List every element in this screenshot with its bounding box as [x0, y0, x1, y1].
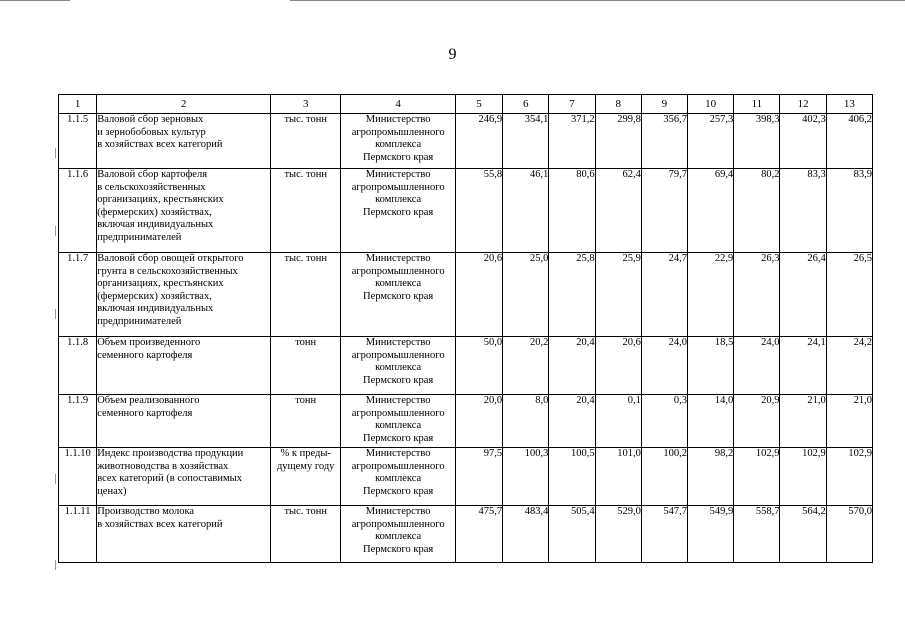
cell-line: дущему году	[276, 460, 335, 472]
cell-line: Пермского края	[363, 543, 434, 555]
cell-line: животноводства в хозяйствах	[97, 460, 229, 472]
unit-of-measure	[271, 395, 341, 448]
cell-line: тонн	[295, 337, 317, 348]
cell-line: агропромышленного	[351, 265, 445, 277]
value-cell: 83,3	[780, 169, 826, 253]
indicator-name	[97, 337, 271, 395]
cell-line: % к преды-	[280, 448, 331, 459]
indicator-name	[97, 253, 271, 337]
table-row	[59, 337, 873, 395]
value-cell: 80,2	[734, 169, 780, 253]
cell-line: тыс. тонн	[284, 169, 327, 180]
cell-line: Министерство	[365, 448, 431, 459]
cell-line: комплекса	[375, 139, 422, 150]
cell-line: предпринимателей	[97, 231, 182, 243]
indicators-table	[58, 94, 873, 563]
value-cell: 22,9	[688, 253, 734, 337]
table-row	[59, 253, 873, 337]
responsible-executor	[341, 448, 456, 506]
value-cell: 25,8	[549, 253, 595, 337]
column-header: 1	[59, 95, 97, 114]
column-header: 6	[503, 95, 549, 114]
column-header: 3	[271, 95, 341, 114]
value-cell: 8,0	[503, 395, 549, 448]
value-cell: 101,0	[595, 448, 641, 506]
cell-line: Валовой сбор картофеля	[97, 169, 208, 180]
value-cell: 20,6	[595, 337, 641, 395]
cell-line: комплекса	[375, 420, 422, 431]
value-cell: 24,2	[826, 337, 872, 395]
unit-of-measure	[271, 253, 341, 337]
value-cell: 549,9	[688, 506, 734, 563]
top-rule-right	[290, 0, 905, 1]
cell-line: комплекса	[375, 278, 422, 289]
cell-line: Пермского края	[363, 206, 434, 218]
value-cell: 100,5	[549, 448, 595, 506]
value-cell: 371,2	[549, 114, 595, 169]
value-cell: 402,3	[780, 114, 826, 169]
unit-of-measure	[271, 448, 341, 506]
value-cell: 564,2	[780, 506, 826, 563]
table-row	[59, 448, 873, 506]
cell-line: предпринимателей	[97, 315, 182, 327]
indicator-code: 1.1.9	[59, 395, 97, 448]
column-header: 11	[734, 95, 780, 114]
cell-line: Производство молока	[97, 506, 195, 517]
cell-line: Министерство	[365, 253, 431, 264]
unit-of-measure	[271, 114, 341, 169]
cell-line: агропромышленного	[351, 460, 445, 472]
indicator-name	[97, 395, 271, 448]
cell-line: Министерство	[365, 506, 431, 517]
value-cell: 547,7	[641, 506, 687, 563]
margin-tick	[55, 148, 56, 158]
table-row	[59, 395, 873, 448]
cell-line: организациях, крестьянских	[97, 194, 224, 205]
cell-line: Объем реализованного	[97, 395, 200, 406]
indicator-code: 1.1.11	[59, 506, 97, 563]
cell-line: включая индивидуальных	[97, 219, 214, 230]
value-cell: 406,2	[826, 114, 872, 169]
cell-line: Министерство	[365, 337, 431, 348]
value-cell: 20,0	[455, 395, 502, 448]
cell-line: и зернобобовых культур	[97, 126, 206, 138]
value-cell: 20,6	[455, 253, 502, 337]
value-cell: 102,9	[734, 448, 780, 506]
value-cell: 21,0	[826, 395, 872, 448]
responsible-executor	[341, 169, 456, 253]
cell-line: комплекса	[375, 473, 422, 484]
value-cell: 46,1	[503, 169, 549, 253]
cell-line: тыс. тонн	[284, 253, 327, 264]
cell-line: семенного картофеля	[97, 349, 193, 361]
value-cell: 62,4	[595, 169, 641, 253]
table-body	[59, 114, 873, 563]
responsible-executor	[341, 337, 456, 395]
value-cell: 20,4	[549, 337, 595, 395]
cell-line: (фермерских) хозяйствах,	[97, 206, 212, 218]
value-cell: 79,7	[641, 169, 687, 253]
value-cell: 20,4	[549, 395, 595, 448]
margin-tick	[55, 560, 56, 570]
value-cell: 26,4	[780, 253, 826, 337]
cell-line: тонн	[295, 395, 317, 406]
value-cell: 14,0	[688, 395, 734, 448]
cell-line: Министерство	[365, 114, 431, 125]
indicator-code: 1.1.8	[59, 337, 97, 395]
cell-line: ценах)	[97, 485, 127, 497]
cell-line: тыс. тонн	[284, 506, 327, 517]
cell-line: Пермского края	[363, 485, 434, 497]
responsible-executor	[341, 114, 456, 169]
unit-of-measure	[271, 506, 341, 563]
value-cell: 257,3	[688, 114, 734, 169]
table-row	[59, 169, 873, 253]
value-cell: 83,9	[826, 169, 872, 253]
cell-line: комплекса	[375, 362, 422, 373]
value-cell: 69,4	[688, 169, 734, 253]
cell-line: семенного картофеля	[97, 407, 193, 419]
cell-line: комплекса	[375, 531, 422, 542]
table-row	[59, 506, 873, 563]
value-cell: 24,1	[780, 337, 826, 395]
value-cell: 354,1	[503, 114, 549, 169]
column-header: 10	[688, 95, 734, 114]
column-header: 12	[780, 95, 826, 114]
value-cell: 558,7	[734, 506, 780, 563]
value-cell: 505,4	[549, 506, 595, 563]
cell-line: Объем произведенного	[97, 337, 201, 348]
cell-line: грунта в сельскохозяйственных	[97, 265, 238, 277]
margin-tick	[55, 309, 56, 319]
value-cell: 102,9	[780, 448, 826, 506]
value-cell: 26,5	[826, 253, 872, 337]
responsible-executor	[341, 253, 456, 337]
indicator-name	[97, 114, 271, 169]
cell-line: Пермского края	[363, 151, 434, 163]
cell-line: Пермского края	[363, 374, 434, 386]
margin-tick	[55, 226, 56, 236]
cell-line: Валовой сбор зерновых	[97, 114, 204, 125]
value-cell: 26,3	[734, 253, 780, 337]
cell-line: в сельскохозяйственных	[97, 181, 206, 193]
top-rule-left	[0, 0, 70, 1]
cell-line: всех категорий (в сопоставимых	[97, 473, 242, 484]
value-cell: 246,9	[455, 114, 502, 169]
cell-line: Индекс производства продукции	[97, 448, 244, 459]
cell-line: Пермского края	[363, 432, 434, 444]
indicator-name	[97, 448, 271, 506]
value-cell: 570,0	[826, 506, 872, 563]
unit-of-measure	[271, 337, 341, 395]
cell-line: Пермского края	[363, 290, 434, 302]
cell-line: (фермерских) хозяйствах,	[97, 290, 212, 302]
value-cell: 0,1	[595, 395, 641, 448]
value-cell: 25,0	[503, 253, 549, 337]
table-row	[59, 114, 873, 169]
value-cell: 55,8	[455, 169, 502, 253]
value-cell: 483,4	[503, 506, 549, 563]
responsible-executor	[341, 395, 456, 448]
value-cell: 100,3	[503, 448, 549, 506]
cell-line: Министерство	[365, 169, 431, 180]
cell-line: агропромышленного	[351, 181, 445, 193]
cell-line: Министерство	[365, 395, 431, 406]
column-header: 8	[595, 95, 641, 114]
value-cell: 18,5	[688, 337, 734, 395]
indicator-code: 1.1.6	[59, 169, 97, 253]
cell-line: агропромышленного	[351, 518, 445, 530]
indicator-code: 1.1.10	[59, 448, 97, 506]
value-cell: 0,3	[641, 395, 687, 448]
value-cell: 102,9	[826, 448, 872, 506]
value-cell: 299,8	[595, 114, 641, 169]
page-number: 9	[448, 46, 457, 63]
value-cell: 50,0	[455, 337, 502, 395]
column-header: 13	[826, 95, 872, 114]
cell-line: организациях, крестьянских	[97, 278, 224, 289]
indicator-name	[97, 169, 271, 253]
table-header-row	[59, 95, 873, 114]
cell-line: в хозяйствах всех категорий	[97, 139, 223, 150]
value-cell: 80,6	[549, 169, 595, 253]
value-cell: 24,7	[641, 253, 687, 337]
margin-tick	[55, 474, 56, 484]
value-cell: 97,5	[455, 448, 502, 506]
cell-line: в хозяйствах всех категорий	[97, 518, 223, 530]
value-cell: 20,2	[503, 337, 549, 395]
indicator-code: 1.1.5	[59, 114, 97, 169]
value-cell: 398,3	[734, 114, 780, 169]
cell-line: агропромышленного	[351, 349, 445, 361]
value-cell: 24,0	[734, 337, 780, 395]
column-header: 5	[455, 95, 502, 114]
value-cell: 98,2	[688, 448, 734, 506]
unit-of-measure	[271, 169, 341, 253]
column-header: 2	[97, 95, 271, 114]
cell-line: агропромышленного	[351, 126, 445, 138]
value-cell: 25,9	[595, 253, 641, 337]
column-header: 4	[341, 95, 456, 114]
value-cell: 21,0	[780, 395, 826, 448]
cell-line: Валовой сбор овощей открытого	[97, 253, 244, 264]
cell-line: включая индивидуальных	[97, 303, 214, 314]
column-header: 9	[641, 95, 687, 114]
value-cell: 529,0	[595, 506, 641, 563]
value-cell: 356,7	[641, 114, 687, 169]
indicator-code: 1.1.7	[59, 253, 97, 337]
cell-line: комплекса	[375, 194, 422, 205]
value-cell: 475,7	[455, 506, 502, 563]
column-header: 7	[549, 95, 595, 114]
value-cell: 20,9	[734, 395, 780, 448]
value-cell: 24,0	[641, 337, 687, 395]
cell-line: агропромышленного	[351, 407, 445, 419]
indicator-name	[97, 506, 271, 563]
cell-line: тыс. тонн	[284, 114, 327, 125]
responsible-executor	[341, 506, 456, 563]
value-cell: 100,2	[641, 448, 687, 506]
